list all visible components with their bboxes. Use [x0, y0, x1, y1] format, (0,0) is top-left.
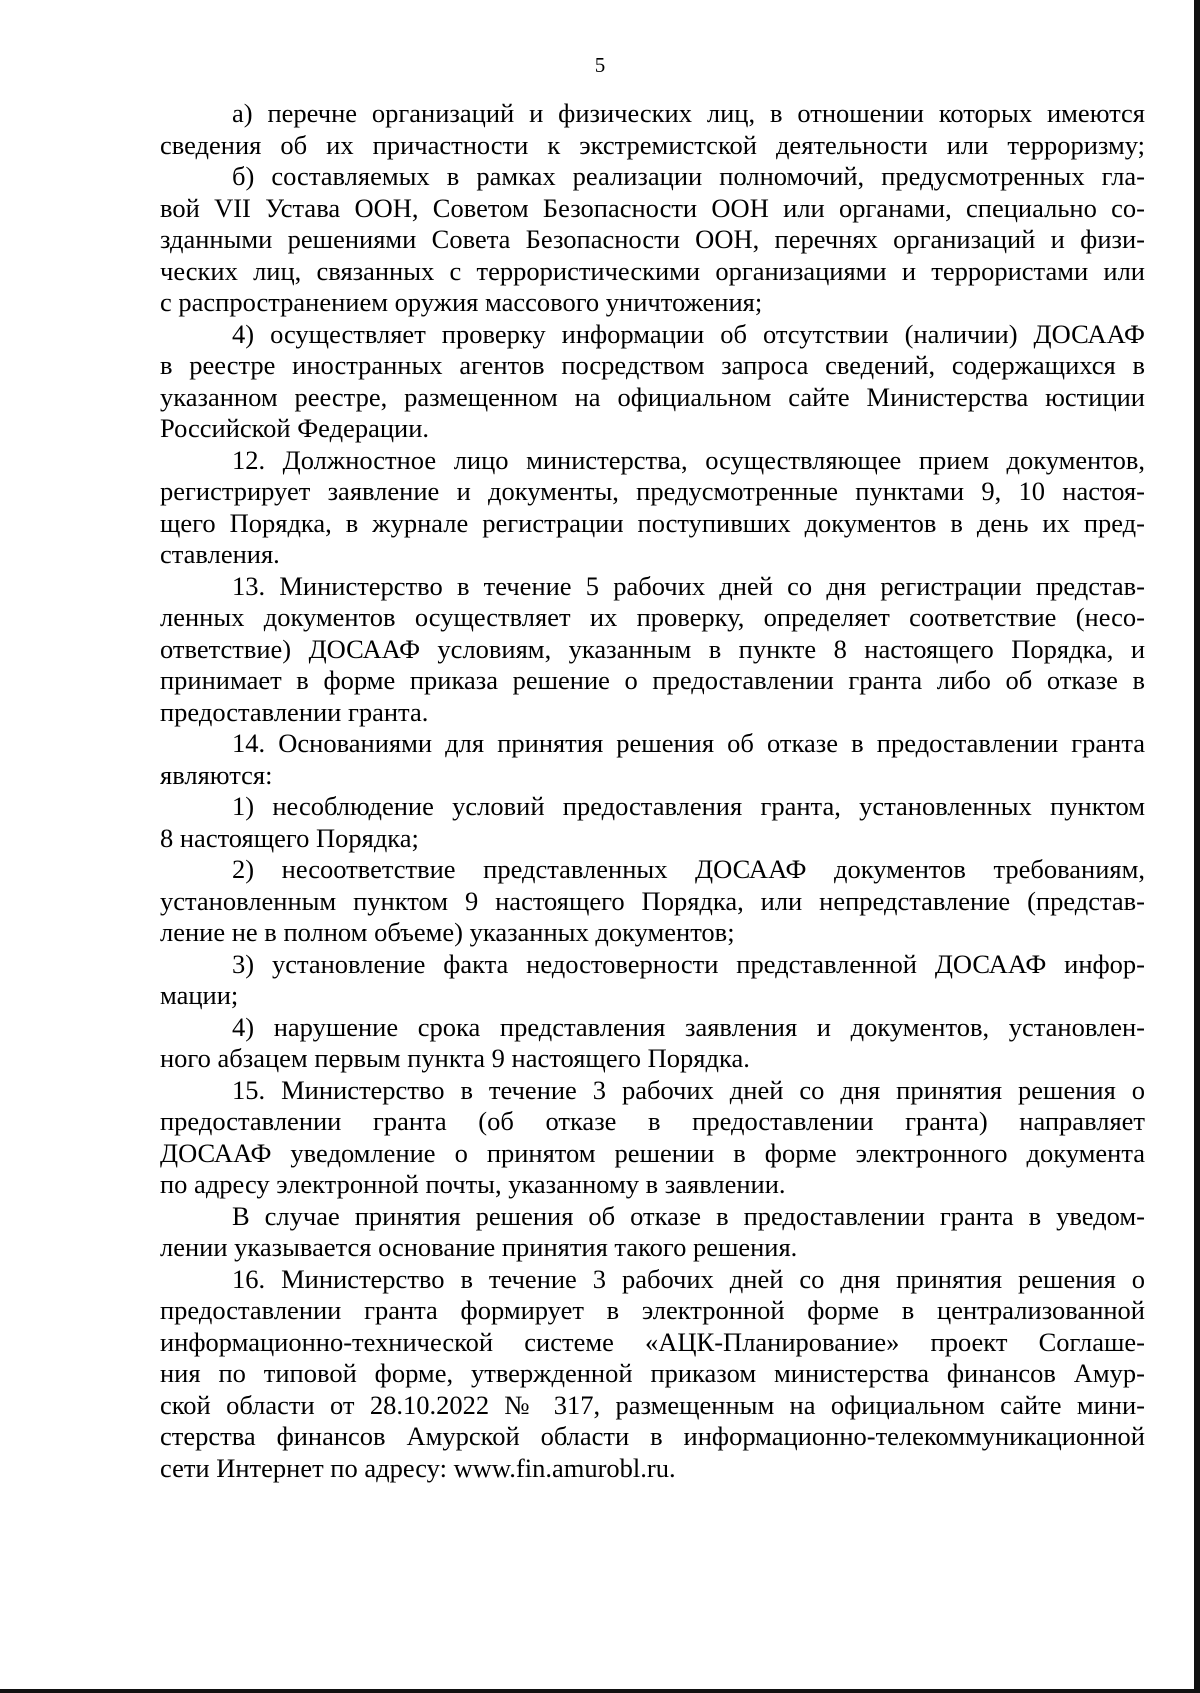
text-line: в реестре иностранных агентов посредством запроса сведений, содержащихся в [160, 350, 1145, 380]
text-line: мации; [160, 980, 239, 1010]
text-line: с распространением оружия массового уничтожения; [160, 287, 763, 317]
text-line: сведения об их причастности к экстремистской деятельности или терроризму; [160, 129, 1145, 160]
text-line: являются: [160, 759, 273, 790]
text-line: ответствие) ДОСААФ условиям, указанным в пункте 8 настоящего Порядка, и [160, 633, 1145, 664]
text-line: указанном реестре, размещенном на официальном сайте Министерства юстиции [160, 381, 1145, 412]
text-line: 12. Должностное лицо министерства, осуществляющее прием документов, [232, 444, 1145, 475]
text-line: 14. Основаниями для принятия решения об отказе в предоставлении гранта [232, 728, 1145, 758]
document-body [160, 98, 1145, 1484]
text-line: ление не в полном объеме) указанных документов; [160, 917, 735, 947]
text-line: а) перечне организаций и физических лиц, в отношении которых имеются [232, 98, 1145, 128]
text-line: лении указывается основание принятия такого решения. [160, 1232, 798, 1262]
text-line: 3) установление факта недостоверности представленной ДОСААФ инфор- [232, 948, 1145, 979]
text-line: по адресу электронной почты, указанному в заявлении. [160, 1169, 786, 1199]
text-line: 8 настоящего Порядка; [160, 822, 419, 853]
text-line: 15. Министерство в течение 3 рабочих дней со дня принятия решения о [232, 1074, 1145, 1105]
text-line: принимает в форме приказа решение о предоставлении гранта либо об отказе в [160, 665, 1145, 695]
text-line: ного абзацем первым пункта 9 настоящего Порядка. [160, 1043, 750, 1073]
text-line: предоставлении гранта (об отказе в предоставлении гранта) направляет [160, 1106, 1145, 1136]
text-line: вой VII Устава ООН, Советом Безопасности ООН или органами, специально со- [160, 192, 1145, 223]
text-line: ской области от 28.10.2022 № 317, размещенным на официальном сайте мини- [160, 1389, 1145, 1420]
text-line: Российской Федерации. [160, 413, 429, 443]
text-line: зданными решениями Совета Безопасности ООН, перечнях организаций и физи- [160, 224, 1145, 254]
text-line: предоставлении гранта. [160, 696, 429, 727]
text-line: предоставлении гранта формирует в электронной форме в централизованной [160, 1295, 1145, 1325]
scan-border-right [1194, 0, 1200, 1693]
page-number: 5 [594, 53, 606, 77]
text-line: ДОСААФ уведомление о принятом решении в форме электронного документа [160, 1137, 1145, 1168]
text-line: регистрирует заявление и документы, предусмотренные пунктами 9, 10 настоя- [160, 476, 1145, 506]
text-line: ленных документов осуществляет их проверку, определяет соответствие (несо- [160, 602, 1145, 632]
text-line: В случае принятия решения об отказе в предоставлении гранта в уведом- [232, 1200, 1145, 1231]
text-line: ческих лиц, связанных с террористическими организациями и террористами или [160, 255, 1145, 286]
text-line: щего Порядка, в журнале регистрации поступивших документов в день их пред- [160, 507, 1145, 538]
text-line: 2) несоответствие представленных ДОСААФ документов требованиям, [232, 854, 1145, 884]
text-line: информационно-технической системе «АЦК-Планирование» проект Соглаше- [160, 1326, 1145, 1357]
scan-border-bottom [0, 1689, 1200, 1693]
text-line: 4) нарушение срока представления заявления и документов, установлен- [232, 1011, 1145, 1042]
text-line: 13. Министерство в течение 5 рабочих дней со дня регистрации представ- [232, 570, 1145, 601]
text-line: б) составляемых в рамках реализации полномочий, предусмотренных гла- [232, 161, 1145, 191]
text-line: установленным пунктом 9 настоящего Порядка, или непредставление (представ- [160, 885, 1145, 916]
text-line: стерства финансов Амурской области в информационно-телекоммуникационной [160, 1421, 1145, 1451]
text-line: сети Интернет по адресу: www.fin.amurobl.ru. [160, 1452, 676, 1483]
text-line: ставления. [160, 539, 280, 569]
text-line: 1) несоблюдение условий предоставления гранта, установленных пунктом [232, 791, 1145, 821]
text-line: 4) осуществляет проверку информации об отсутствии (наличии) ДОСААФ [232, 318, 1145, 349]
text-line: ния по типовой форме, утвержденной приказом министерства финансов Амур- [160, 1358, 1145, 1388]
text-line: 16. Министерство в течение 3 рабочих дней со дня принятия решения о [232, 1263, 1145, 1294]
